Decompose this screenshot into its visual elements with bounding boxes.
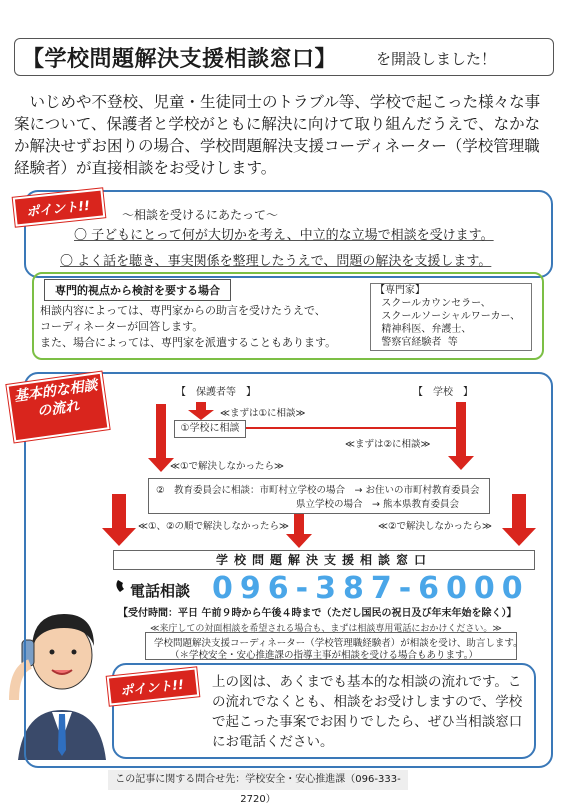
flow-school-note: ≪まずは②に相談≫: [345, 439, 431, 450]
flow-unresolved-12: ≪①、②の順で解決しなかったら≫: [138, 521, 289, 532]
point2-text: 上の図は、あくまでも基本的な相談の流れです。この流れでなくとも、相談をお受けしますので、学校で起こった事案でお困りでしたら、ぜひ当相談窓口にお電話ください。: [212, 674, 523, 750]
footer-contact: この記事に関する問合せ先：学校安全・安心推進課（096-333-2720）: [108, 770, 408, 790]
page-title: 【学校問題解決支援相談窓口】: [22, 47, 338, 72]
flow-school-label: 【 学校 】: [413, 387, 473, 398]
visit-note: ≪来庁しての対面相談を希望される場合も、まずは相談専用電話におかけください。≫: [150, 624, 502, 634]
office-hours: 【受付時間：平日 午前９時から午後４時まで（ただし国民の祝日及び年末年始を除く）】: [118, 608, 517, 619]
flow-step2-line1: ② 教育委員会に相談：市町村立学校の場合 → お住いの市町村教育委員会: [156, 485, 480, 496]
expert-line-3: また、場合によっては、専門家を派遣することもあります。: [40, 336, 337, 349]
center-heading: 学校問題解決支援相談窓口: [113, 550, 535, 570]
intro-paragraph: いじめや不登校、児童・生徒同士のトラブル等、学校で起こった様々な事案について、保護者と学校がともに解決に向けて取り組んだうえで、なかなか解決せずお困りの場合、学校問題解決支援コーディネーター（学校管理職経験者）が直接相談をお受けします。: [14, 93, 541, 177]
flow-unresolved-2: ≪②で解決しなかったら≫: [378, 521, 492, 532]
flow-unresolved-1: ≪①で解決しなかったら≫: [170, 461, 284, 472]
expert-heading: 専門的視点から検討を要する場合: [44, 279, 231, 301]
point1-item-1: 〇 子どもにとって何が大切かを考え、中立的な立場で相談を受けます。: [74, 228, 494, 243]
point1-subtitle: ～相談を受けるにあたって～: [122, 208, 279, 222]
coordinator-line-1: 学校問題解決支援コーディネーター（学校管理職経験者）が相談を受け、助言します。: [154, 638, 523, 649]
expert-body: [40, 303, 365, 351]
coordinator-line-2: （＊学校安全・安心推進課の指導主事が相談を受ける場合もあります。）: [170, 650, 478, 661]
flow-badge: 基本的な相談の流れ: [6, 372, 109, 443]
flow-step1-box: ①学校に相談: [174, 420, 246, 438]
point2-badge: ポイント!!: [107, 667, 199, 705]
point1-badge: ポイント!!: [13, 188, 105, 226]
flow-first-note: ≪まずは①に相談≫: [220, 408, 306, 419]
expert-line-2: コーディネーターが回答します。: [40, 320, 204, 333]
flow-guardian-label: 【 保護者等 】: [176, 387, 256, 398]
page-title-suffix: を開設しました！: [376, 50, 497, 68]
expert-list: 【専門家】 スクールカウンセラー、 スクールソーシャルワーカー、 精神科医、弁護士、 警察官経験者 等: [375, 285, 521, 348]
expert-line-1: 相談内容によっては、専門家からの助言を受けたうえで、: [40, 304, 326, 317]
tel-number[interactable]: 096-387-6000: [212, 571, 530, 606]
flow-step2-line2: 県立学校の場合 → 熊本県教育委員会: [296, 499, 459, 510]
point1-item-2: 〇 よく話を聴き、事実関係を整理したうえで、問題の解決を支援します。: [60, 254, 492, 269]
tel-label: 電話相談: [130, 582, 191, 600]
